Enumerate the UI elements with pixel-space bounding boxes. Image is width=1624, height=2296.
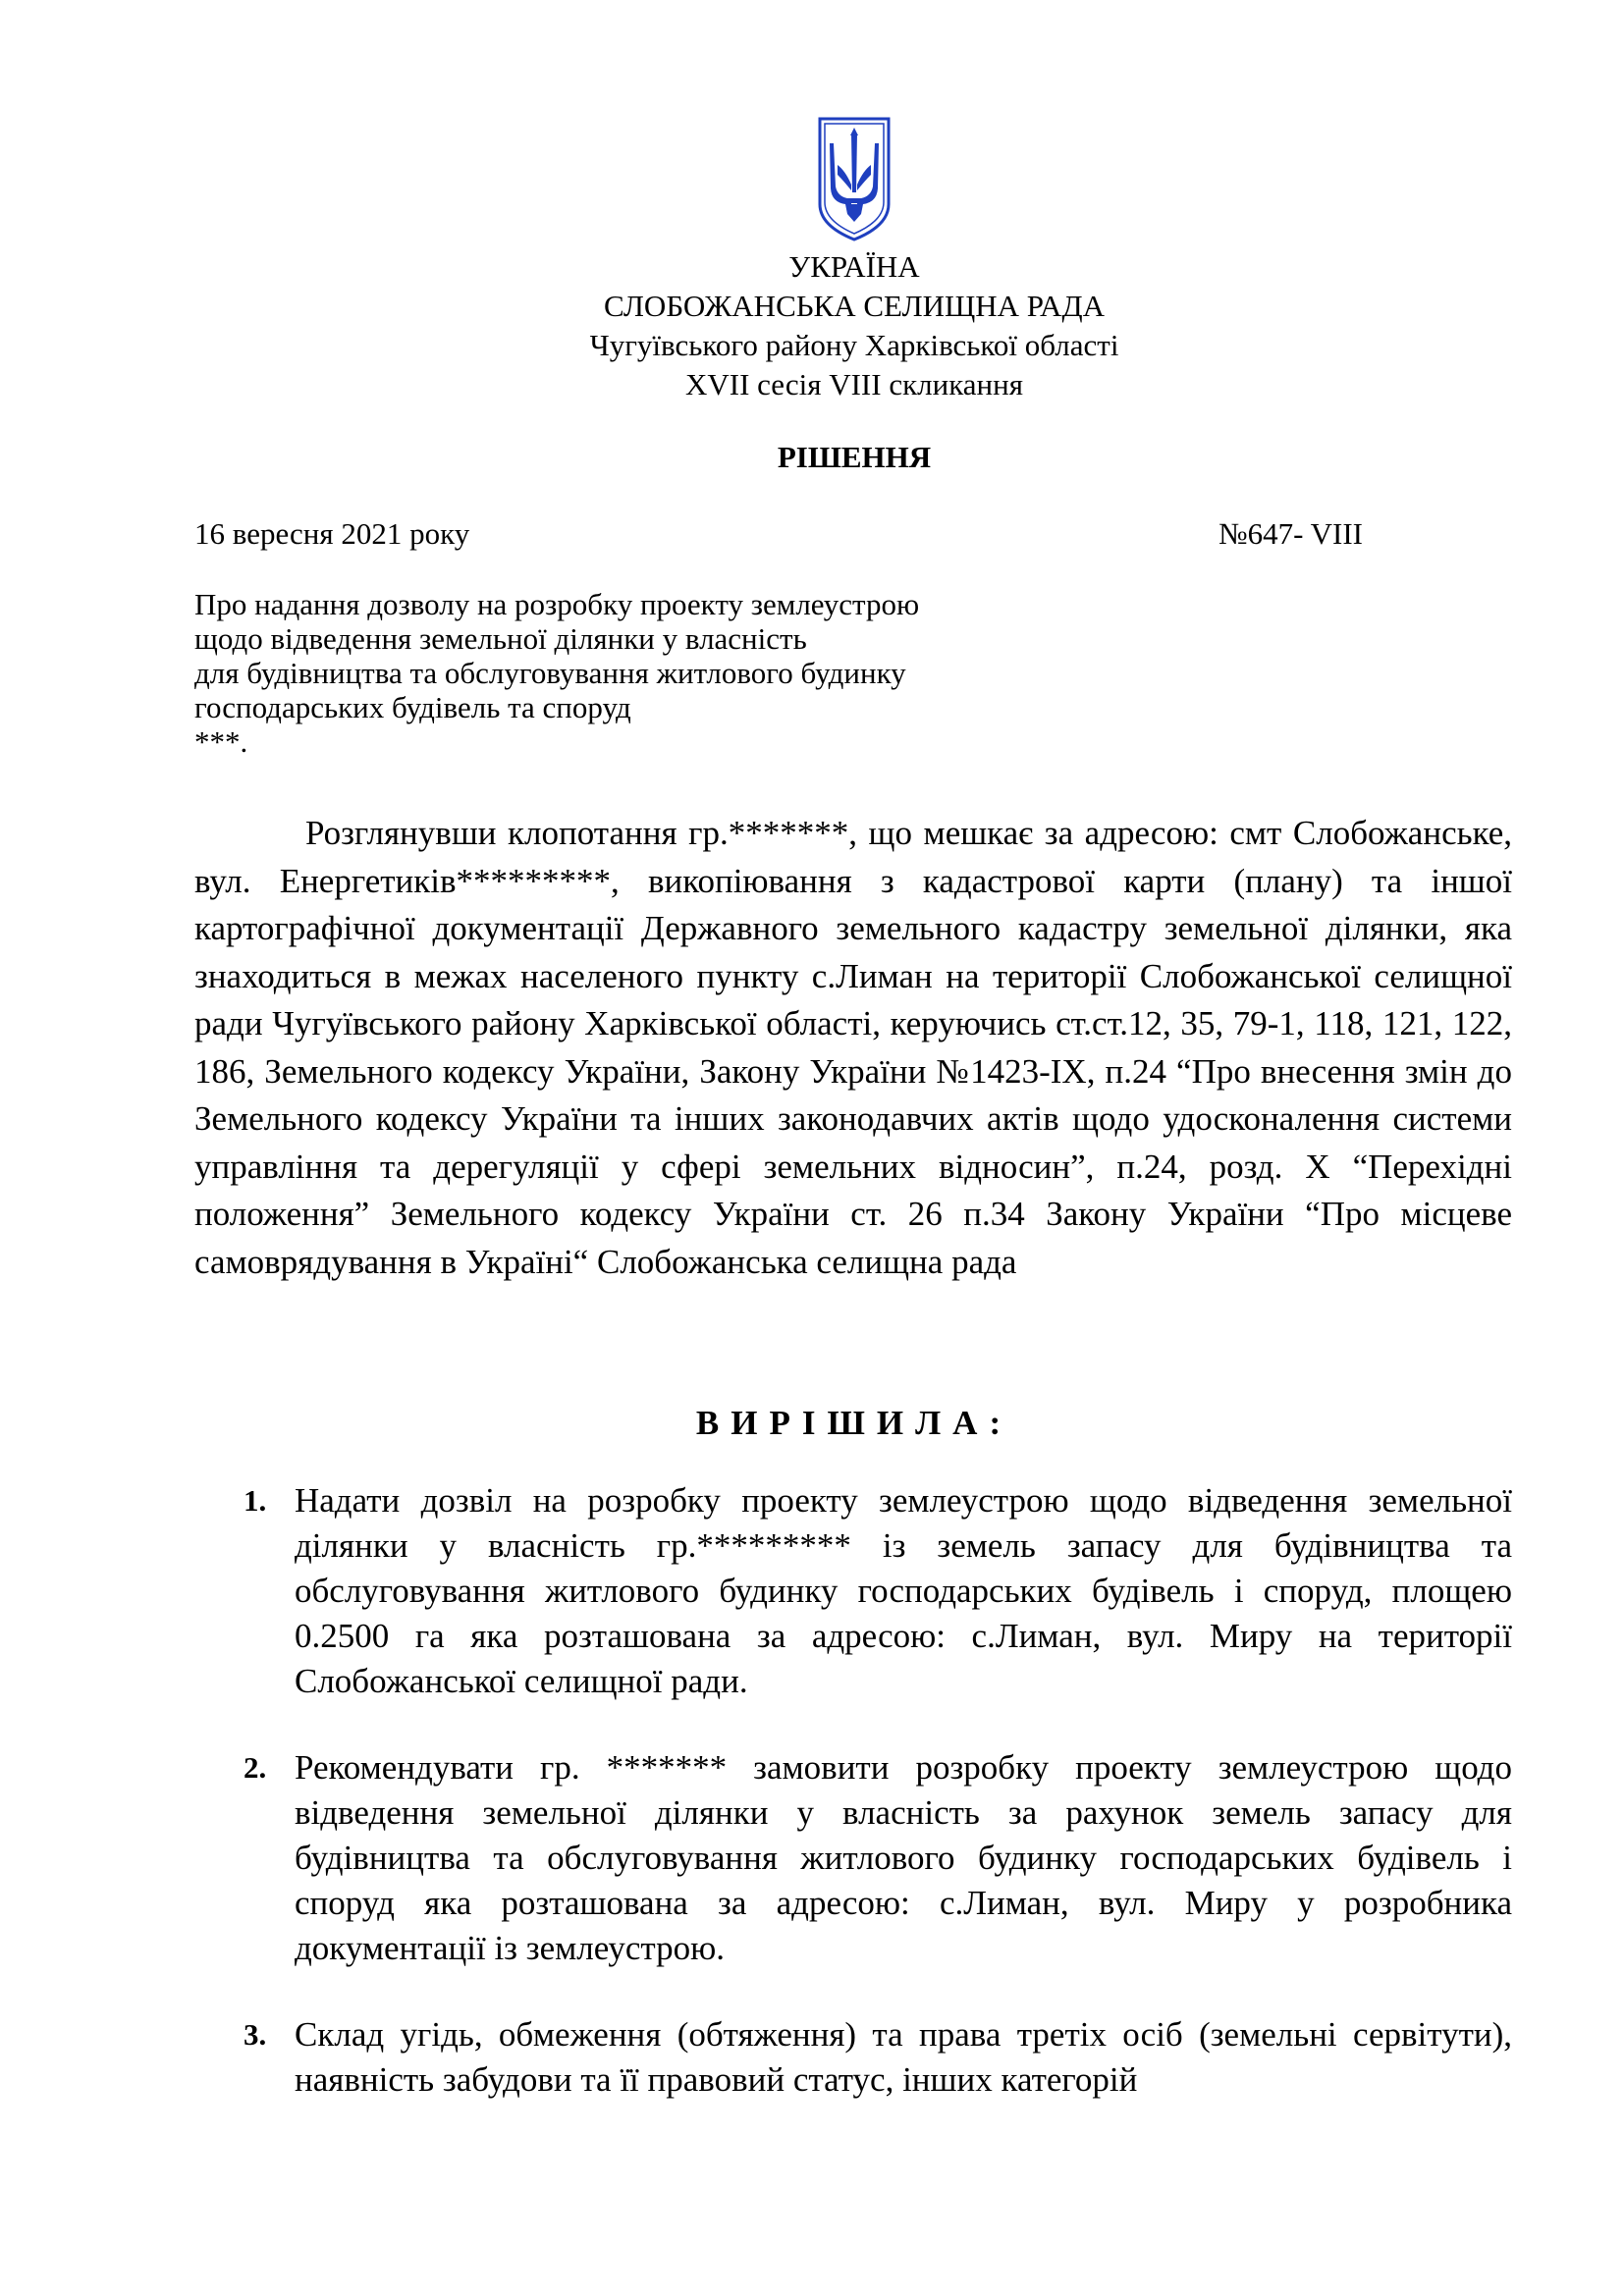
subject-line: ***. — [194, 724, 248, 759]
decided-heading: ВИРІШИЛА: — [695, 1404, 1013, 1442]
subject-line: господарських будівель та споруд — [194, 690, 631, 724]
subject-line: для будівництва та обслуговування житлового будинку — [194, 656, 906, 690]
item-text: Склад угідь, обмеження (обтяження) та права третіх осіб (земельні сервітути), наявність забудови та її правовий статус, інших категорій — [295, 2015, 1512, 2099]
item-number: 3. — [244, 2017, 267, 2052]
preamble — [194, 810, 1512, 1286]
item-number: 1. — [244, 1483, 267, 1518]
date-number-line — [194, 516, 1363, 552]
council-name: СЛОБОЖАНСЬКА СЕЛИЩНА РАДА — [604, 289, 1105, 323]
decision-subject — [194, 587, 919, 759]
subject-line: Про надання дозволу на розробку проекту землеустрою — [194, 587, 920, 621]
country-name: УКРАЇНА — [788, 249, 920, 284]
decision-item — [194, 1745, 1512, 1971]
decision-item — [194, 1478, 1512, 1704]
item-text: Надати дозвіл на розробку проекту землеустрою щодо відведення земельної ділянки у власність гр.********* із земель запасу для будівництва та обслуговування житлового будинку господарських будівель і споруд, площею 0.2500 га яка розташована за адресою: с.Лиман, вул. Миру на території Слобожанської селищної ради. — [295, 1481, 1512, 1700]
item-text: Рекомендувати гр. ******* замовити розробку проекту землеустрою щодо відведення земельної ділянки у власність за рахунок земель запасу для будівництва та обслуговування житлового будинку господарських будівель і споруд яка розташована за адресою: с.Лиман, вул. Миру у розробника документації із землеустрою. — [295, 1748, 1512, 1967]
decision-date: 16 вересня 2021 року — [194, 516, 470, 551]
district-name: Чугуївського району Харківської області — [589, 328, 1119, 362]
preamble-paragraph: Розглянувши клопотання гр.*******, що мешкає за адресою: смт Слобожанське, вул. Енергетиків*********, викопіювання з кадастрової карти (плану) та іншої картографічної документації Державного земельного кадастру земельної ділянки, яка знаходиться в межах населеного пункту с.Лиман на території Слобожанської селищної ради Чугуївського району Харківської області, керуючись ст.ст.12, 35, 79-1, 118, 121, 122, 186, Земельного кодексу України, Закону України №1423-ІХ, п.24 “Про внесення змін до Земельного кодексу України та інших законодавчих актів щодо удосконалення системи управління та дерегуляції у сфері земельних відносин”, п.24, розд. Х “Перехідні положення” Земельного кодексу України ст. 26 п.34 Закону України “Про місцеве самоврядування в Україні“ Слобожанська селищна рада — [194, 814, 1512, 1281]
coat-of-arms-icon — [816, 116, 893, 243]
decision-list — [194, 1478, 1512, 2144]
item-number: 2. — [244, 1750, 267, 1785]
decision-number: №647- VIII — [1218, 516, 1363, 551]
document-header — [0, 247, 1624, 404]
decision-item — [194, 2012, 1512, 2103]
subject-line: щодо відведення земельної ділянки у власність — [194, 621, 807, 656]
document-title: РІШЕННЯ — [777, 440, 932, 474]
session-info: XVII сесія VIII скликання — [685, 367, 1023, 401]
